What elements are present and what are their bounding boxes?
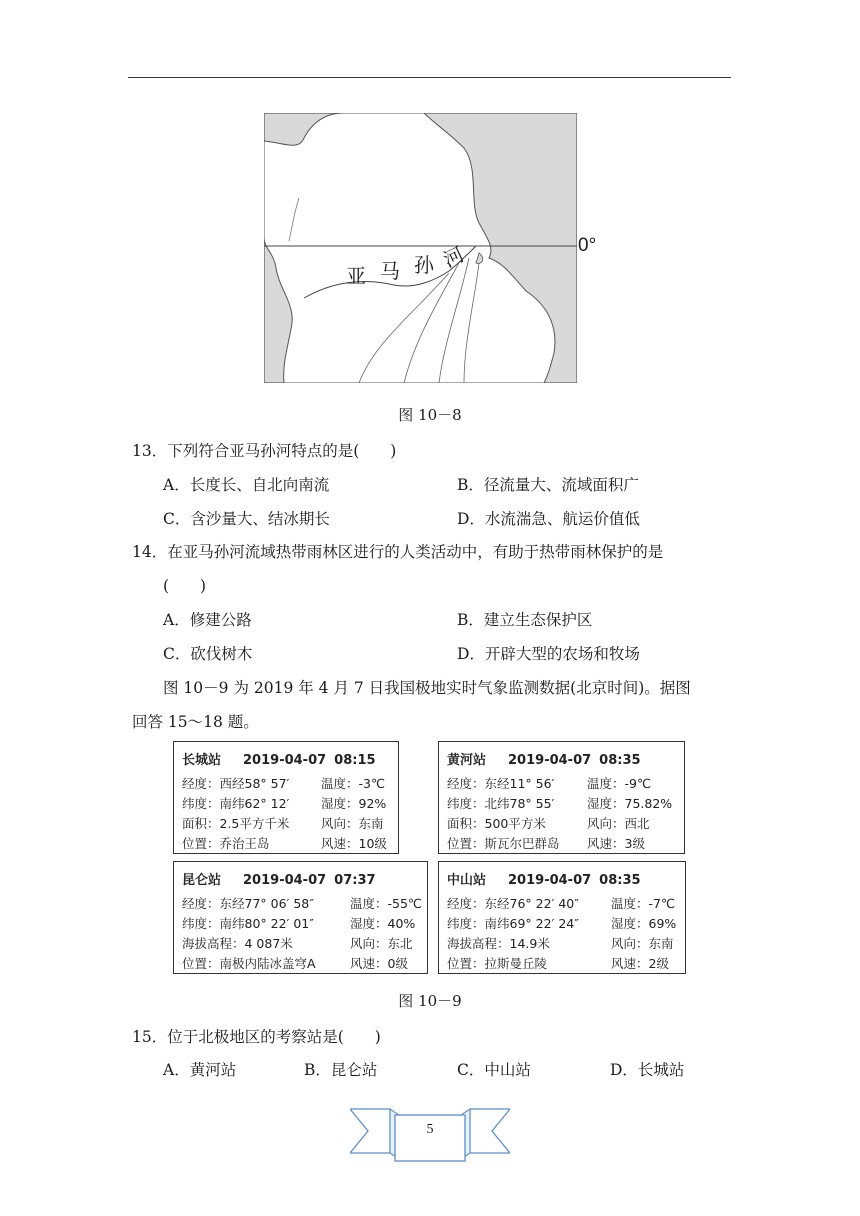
wind-speed: 风速：2级: [611, 956, 669, 971]
area: 面积：500平方米: [447, 816, 546, 831]
figure-10-9-caption: 图 10－9: [398, 992, 462, 1010]
river-char-4: 河: [439, 241, 468, 273]
station-date: 2019-04-07: [508, 873, 592, 888]
equator-label: 0°: [578, 235, 597, 256]
location: 位置：乔治王岛: [182, 836, 270, 851]
latitude: 纬度：南纬69° 22′ 24″: [447, 916, 579, 931]
wind-speed: 风速：3级: [587, 836, 645, 851]
station-name: 昆仑站: [182, 873, 222, 888]
temperature: 温度：-55℃: [350, 896, 422, 911]
longitude: 经度：西经58° 57′: [182, 776, 290, 791]
latitude: 纬度：北纬78° 55′: [447, 796, 555, 811]
q13-option-c: C．含沙量大、结冰期长: [163, 510, 330, 528]
page-number: 5: [426, 1122, 434, 1137]
station-date: 2019-04-07: [508, 753, 592, 768]
q13-option-d: D．水流湍急、航运价值低: [457, 510, 640, 528]
temperature: 温度：-3℃: [321, 776, 386, 791]
header-rule: [128, 77, 731, 78]
wind-direction: 风向：东南: [611, 936, 674, 951]
location: 位置：斯瓦尔巴群岛: [447, 836, 560, 851]
station-name: 中山站: [447, 873, 487, 888]
station-time: 07:37: [334, 873, 376, 888]
altitude: 海拔高程：14.9米: [447, 936, 550, 951]
figure-10-8-caption: 图 10－8: [398, 406, 462, 424]
station-time: 08:35: [599, 873, 641, 888]
q15-option-c: C．中山站: [457, 1061, 531, 1079]
river-char-1: 亚: [346, 264, 366, 288]
temperature: 温度：-7℃: [611, 896, 676, 911]
station-name: 黄河站: [447, 753, 487, 768]
longitude: 经度：东经11° 56′: [447, 776, 555, 791]
area: 面积：2.5平方千米: [182, 816, 290, 831]
station-time: 08:15: [334, 753, 376, 768]
latitude: 纬度：南纬80° 22′ 01″: [182, 916, 314, 931]
latitude: 纬度：南纬62° 12′: [182, 796, 290, 811]
wind-speed: 风速：10级: [321, 836, 387, 851]
location: 位置：拉斯曼丘陵: [447, 956, 548, 971]
q15-option-b: B．昆仑站: [304, 1061, 378, 1079]
station-changcheng: [173, 741, 399, 854]
q14-option-c: C．砍伐树木: [163, 645, 253, 663]
humidity: 湿度：69%: [611, 916, 677, 931]
longitude: 经度：东经77° 06′ 58″: [182, 896, 314, 911]
station-date: 2019-04-07: [243, 873, 327, 888]
q14-option-b: B．建立生态保护区: [457, 611, 593, 629]
intro-line1: 图 10－9 为 2019 年 4 月 7 日我国极地实时气象监测数据(北京时间)。据图: [163, 679, 691, 697]
q15-option-d: D．长城站: [610, 1061, 685, 1079]
wind-direction: 风向：东北: [350, 936, 413, 951]
station-huanghe: [438, 741, 685, 854]
wind-direction: 风向：东南: [321, 816, 384, 831]
river-char-3: 孙: [414, 253, 434, 277]
altitude: 海拔高程：4 087米: [182, 936, 293, 951]
station-date: 2019-04-07: [243, 753, 327, 768]
q13-stem: 13．下列符合亚马孙河特点的是( ): [132, 442, 397, 460]
station-zhongshan: [438, 861, 686, 974]
temperature: 温度：-9℃: [587, 776, 652, 791]
q15-stem: 15．位于北极地区的考察站是( ): [132, 1028, 381, 1046]
longitude: 经度：东经76° 22′ 40″: [447, 896, 579, 911]
amazon-map: [264, 113, 577, 383]
intro-line2: 回答 15～18 题。: [132, 713, 259, 731]
q14-option-d: D．开辟大型的农场和牧场: [457, 645, 640, 663]
q14-stem-line1: 14．在亚马孙河流域热带雨林区进行的人类活动中，有助于热带雨林保护的是: [132, 543, 664, 561]
station-name: 长城站: [182, 753, 222, 768]
location: 位置：南极内陆冰盖穹A: [182, 956, 316, 971]
q14-option-a: A．修建公路: [163, 611, 252, 629]
wind-direction: 风向：西北: [587, 816, 650, 831]
humidity: 湿度：92%: [321, 796, 387, 811]
station-time: 08:35: [599, 753, 641, 768]
q15-option-a: A．黄河站: [163, 1061, 237, 1079]
humidity: 湿度：40%: [350, 916, 416, 931]
station-kunlun: [173, 861, 428, 974]
q13-option-a: A．长度长、自北向南流: [163, 476, 330, 494]
q13-option-b: B．径流量大、流域面积广: [457, 476, 639, 494]
q14-stem-line2: ( ): [163, 577, 207, 595]
humidity: 湿度：75.82%: [587, 796, 673, 811]
wind-speed: 风速：0级: [350, 956, 408, 971]
river-char-2: 马: [380, 259, 400, 283]
